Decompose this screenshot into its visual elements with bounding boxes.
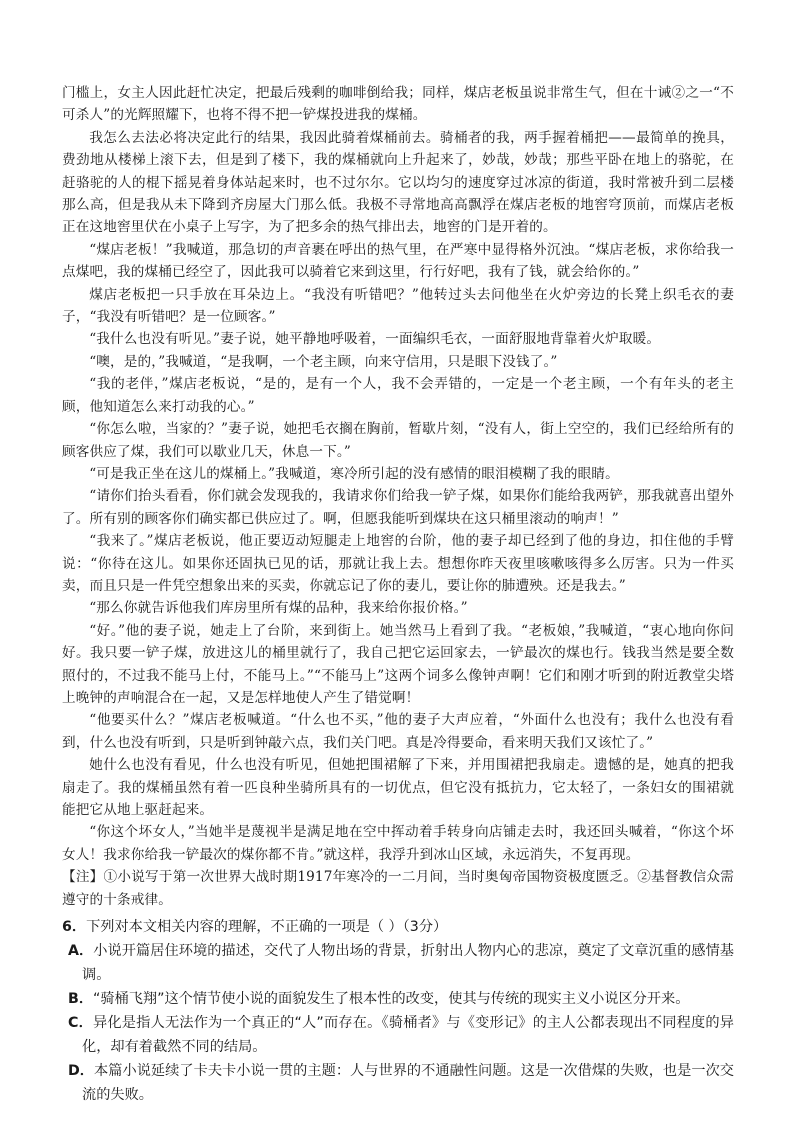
option-letter: C．	[68, 1015, 94, 1032]
question-stem	[62, 915, 734, 939]
option-d[interactable]	[62, 1059, 734, 1107]
question-text: 下列对本文相关内容的理解，不正确的一项是（ ）（3分）	[86, 919, 448, 936]
option-list	[62, 939, 734, 1107]
story-paragraph: “你怎么啦，当家的？”妻子说，她把毛衣搁在胸前，暂歇片刻，“没有人，街上空空的，我们已经给所有的顾客供应了煤，我们可以歇业几天，休息一下。”	[62, 421, 734, 460]
option-text: 本篇小说延续了卡夫卡小说一贯的主题：人与世界的不通融性问题。这是一次借煤的失败，也是一次交流的失败。	[82, 1063, 734, 1104]
story-paragraph: “你这个坏女人，”当她半是蔑视半是满足地在空中挥动着手转身向店铺走去时，我还回头喊着，“你这个坏女人！我求你给我一铲最次的煤你都不肯。”就这样，我浮升到冰山区域，永远消失，不复再现。	[62, 824, 734, 863]
story-paragraph: “我的老伴，”煤店老板说，“是的，是有一个人，我不会弄错的，一定是一个老主顾，一个有年头的老主顾，他知道怎么来打动我的心。”	[62, 376, 734, 415]
story-paragraph: 她什么也没有看见，什么也没有听见，但她把围裙解了下来，并用围裙把我扇走。遗憾的是，她真的把我扇走了。我的煤桶虽然有着一匹良种坐骑所具有的一切优点，但它没有抵抗力，它太轻了，一条妇女的围裙就能把它从地上驱赶起来。	[62, 757, 734, 818]
exam-page	[62, 82, 734, 1107]
story-paragraph: “好。”他的妻子说，她走上了台阶，来到街上。她当然马上看到了我。“老板娘，”我喊道，“衷心地向你问好。我只要一铲子煤，放进这儿的桶里就行了，我自己把它运回家去，一铲最次的煤也行。钱我当然是要全数照付的，不过我不能马上付，不能马上。”“不能马上”这两个词多么像钟声啊！它们和刚才听到的附近教堂尖塔上晚钟的声响混合在一起，又是怎样地使人产生了错觉啊！	[62, 622, 734, 706]
option-letter: A．	[68, 943, 94, 960]
option-text: 异化是指人无法作为一个真正的“人”而存在。《骑桶者》与《变形记》的主人公都表现出不同程度的异化，却有着截然不同的结局。	[82, 1015, 734, 1056]
question-6	[62, 915, 734, 1107]
story-paragraph: “那么你就告诉他我们库房里所有煤的品种，我来给你报价格。”	[89, 600, 468, 617]
story-paragraph: 煤店老板把一只手放在耳朵边上。“我没有听错吧？”他转过头去问他坐在火炉旁边的长凳上织毛衣的妻子，“我没有听错吧？是一位顾客。”	[62, 286, 734, 326]
option-b[interactable]	[62, 987, 734, 1011]
option-c[interactable]	[62, 1011, 734, 1059]
story-paragraph: “煤店老板！”我喊道，那急切的声音裹在呼出的热气里，在严寒中显得格外沉浊。“煤店老板，求你给我一点煤吧，我的煤桶已经空了，因此我可以骑着它来到这里，行行好吧，我有了钱，就会给你的。”	[62, 241, 734, 281]
footnote: 【注】①小说写于第一次世界大战时期1917年寒冷的一二月间，当时奥匈帝国物资极度匮乏。②基督教信众需遵守的十条戒律。	[62, 869, 734, 908]
story-paragraph: “可是我正坐在这儿的煤桶上。”我喊道，寒冷所引起的没有感情的眼泪模糊了我的眼睛。	[89, 465, 619, 482]
story-paragraph: 门槛上，女主人因此赶忙决定，把最后残剩的咖啡倒给我；同样，煤店老板虽说非常生气，但在十诫②之一“不可杀人”的光辉照耀下，也将不得不把一铲煤投进我的煤桶。	[62, 85, 734, 124]
story-paragraph: 我怎么去法必将决定此行的结果，我因此骑着煤桶前去。骑桶者的我，两手握着桶把——最简单的挽具，费劲地从楼梯上滚下去，但是到了楼下，我的煤桶就向上升起来了，妙哉，妙哉；那些平卧在地上的骆驼，在赶骆驼的人的棍下摇晃着身体站起来时，也不过尔尔。它以均匀的速度穿过冰凉的街道，我时常被升到二层楼那么高，但是我从未下降到齐房屋大门那么低。我极不寻常地高高飘浮在煤店老板的地窖穹顶前，而煤店老板正在这地窖里伏在小桌子上写字，为了把多余的热气排出去，地窖的门是开着的。	[62, 129, 734, 236]
story-paragraph: “我什么也没有听见。”妻子说，她平静地呼吸着，一面编织毛衣，一面舒服地背靠着火炉取暖。	[89, 331, 661, 348]
story-paragraph: “我来了。”煤店老板说，他正要迈动短腿走上地窖的台阶，他的妻子却已经到了他的身边，扣住他的手臂说：“你待在这儿。如果你还固执已见的话，那就让我上去。想想你昨天夜里咳嗽咳得多么厉害。只为一件买卖，而且只是一件凭空想象出来的买卖，你就忘记了你的妻儿，要让你的肺遭殃。还是我去。”	[62, 533, 734, 594]
story-paragraph: “请你们抬头看看，你们就会发现我的，我请求你们给我一铲子煤，如果你们能给我两铲，那我就喜出望外了。所有别的顾客你们确实都已供应过了。啊，但愿我能听到煤块在这只桶里滚动的响声！”	[62, 488, 734, 527]
option-letter: D．	[68, 1063, 95, 1080]
option-a[interactable]	[62, 939, 734, 987]
story-paragraph: “噢，是的，”我喊道，“是我啊，一个老主顾，向来守信用，只是眼下没钱了。”	[89, 353, 558, 370]
story-text	[62, 82, 734, 911]
question-number: 6．	[62, 919, 87, 936]
option-text: 小说开篇居住环境的描述，交代了人物出场的背景，折射出人物内心的悲凉，奠定了文章沉重的感情基调。	[82, 943, 734, 984]
story-paragraph: “他要买什么？”煤店老板喊道。“什么也不买，”他的妻子大声应着，“外面什么也没有；我什么也没有看到，什么也没有听到，只是听到钟敲六点，我们关门吧。真是冷得要命，看来明天我们又该忙了。”	[62, 712, 734, 751]
option-text: “骑桶飞翔”这个情节使小说的面貌发生了根本性的改变，使其与传统的现实主义小说区分开来。	[93, 991, 690, 1008]
option-letter: B．	[68, 991, 94, 1008]
